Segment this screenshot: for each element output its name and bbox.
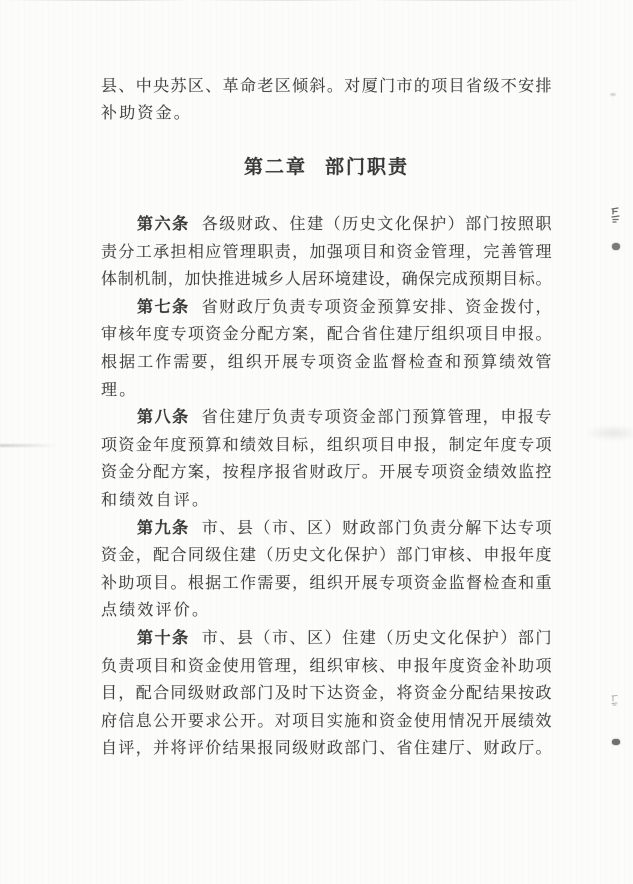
intro-paragraph [101, 74, 552, 127]
article-line [101, 211, 552, 239]
article-text: 市、县（市、区）财政部门负责分解下达专项 [201, 519, 552, 537]
articles-block [101, 211, 552, 763]
ink-mark [610, 93, 616, 96]
article-number: 第七条 [137, 298, 190, 316]
article-7 [101, 294, 552, 404]
article-number: 第九条 [137, 519, 190, 537]
article-line [101, 625, 552, 653]
ink-mark [612, 243, 620, 250]
article-line: 体制机制，加快推进城乡人居环境建设，确保完成预期目标。 [101, 271, 552, 289]
article-line: 项资金年度预算和绩效目标，组织项目申报，制定年度专项 [101, 436, 552, 454]
article-number: 第八条 [137, 409, 190, 427]
article-line: 府信息公开要求公开。对项目实施和资金使用情况开展绩效 [101, 712, 552, 730]
chapter-number: 第二章 [243, 157, 307, 178]
article-10 [101, 625, 552, 763]
article-line [101, 404, 552, 432]
ink-mark [610, 693, 619, 711]
intro-line: 补助资金。 [101, 104, 193, 122]
article-line: 责分工承担相应管理职责，加强项目和资金管理，完善管理 [101, 243, 552, 261]
article-8 [101, 404, 552, 514]
ink-mark [609, 206, 622, 229]
article-line [101, 294, 552, 322]
article-line: 目，配合同级财政部门及时下达资金，将资金分配结果按政 [101, 685, 552, 703]
article-line: 和绩效自评。 [101, 491, 211, 509]
article-line [101, 515, 552, 543]
ink-scribble-icon [610, 694, 619, 706]
article-line: 资金分配方案，按程序报省财政厅。开展专项资金绩效监控 [101, 464, 552, 482]
article-line: 理。 [101, 381, 138, 399]
article-line: 负责项目和资金使用管理，组织审核、申报年度资金补助项 [101, 657, 552, 675]
chapter-heading [101, 154, 552, 181]
scan-streak [0, 444, 58, 447]
chapter-title: 部门职责 [325, 157, 410, 178]
article-text: 市、县（市、区）住建（历史文化保护）部门 [201, 629, 552, 647]
scan-edge-shadow [0, 0, 633, 1]
article-number: 第六条 [137, 216, 190, 233]
article-text: 各级财政、住建（历史文化保护）部门按照职 [201, 216, 552, 233]
article-line: 补助项目。根据工作需要，组织开展专项资金监督检查和重 [101, 574, 552, 592]
article-line: 自评，并将评价结果报同级财政部门、省住建厅、财政厅。 [101, 740, 552, 758]
article-line: 点绩效评价。 [101, 602, 211, 620]
article-text: 省住建厅负责专项资金部门预算管理，申报专 [201, 409, 552, 427]
article-text: 省财政厅负责专项资金预算安排、资金拨付， [201, 298, 552, 316]
intro-line: 县、中央苏区、革命老区倾斜。对厦门市的项目省级不安排 [101, 78, 552, 95]
article-line: 审核年度专项资金分配方案，配合省住建厅组织项目申报。 [101, 326, 552, 344]
article-line: 根据工作需要，组织开展专项资金监督检查和预算绩效管 [101, 353, 552, 371]
scan-smudge [584, 425, 633, 441]
ink-scribble-icon [609, 206, 622, 224]
article-9 [101, 515, 552, 625]
article-6 [101, 211, 552, 294]
ink-mark [612, 739, 620, 745]
article-line: 资金，配合同级住建（历史文化保护）部门审核、申报年度 [101, 547, 552, 565]
article-number: 第十条 [137, 629, 190, 647]
